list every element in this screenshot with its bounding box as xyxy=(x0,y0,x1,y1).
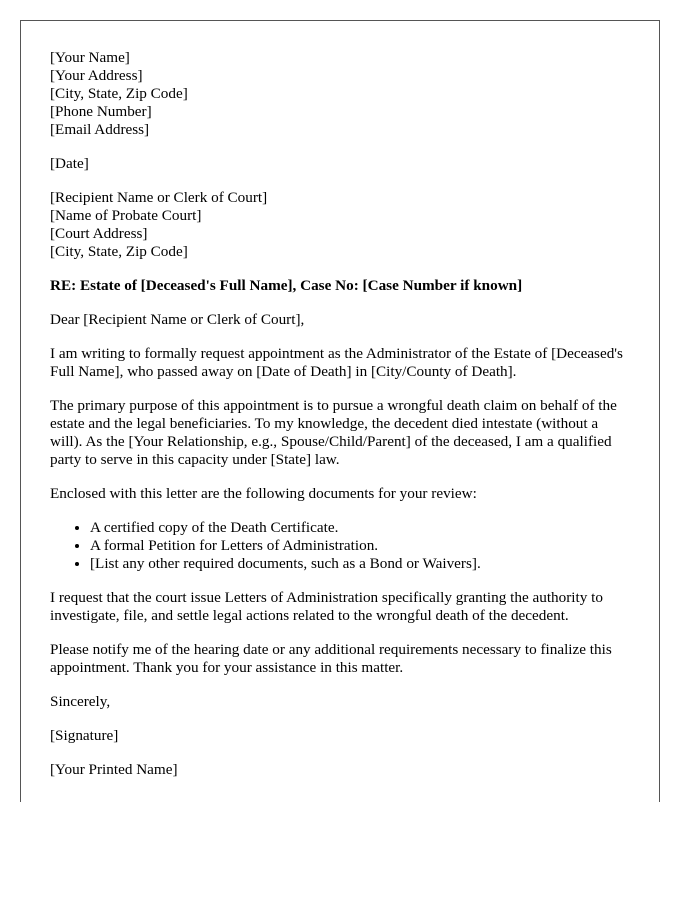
sender-block xyxy=(50,49,631,139)
paragraph-notify: Please notify me of the hearing date or any additional requirements necessary to finalize this appointment. Thank you for your assistance in this matter. xyxy=(50,641,612,676)
closing: Sincerely, xyxy=(50,693,111,710)
paragraph-request: I am writing to formally request appointment as the Administrator of the Estate of [Deceased's Full Name], who passed away on [Date of Death] in [City/County of Death]. xyxy=(50,345,623,380)
recipient-address: [Court Address] xyxy=(50,225,148,242)
sender-email: [Email Address] xyxy=(50,121,150,138)
recipient-block xyxy=(50,189,631,261)
paragraph-purpose: The primary purpose of this appointment is to pursue a wrongful death claim on behalf of the estate and the legal beneficiaries. To my knowledge, the decedent died intestate (without a will). As the [Your Relationship, e.g., Spouse/Child/Parent] of the deceased, I am a qualified party to serve in this capacity under [State] law. xyxy=(50,397,617,468)
list-item: • A formal Petition for Letters of Administration. xyxy=(90,537,631,555)
signature: [Signature] xyxy=(50,727,119,744)
enclosure-list xyxy=(50,519,631,573)
letter-page xyxy=(20,20,660,802)
salutation: Dear [Recipient Name or Clerk of Court], xyxy=(50,311,305,328)
sender-name: [Your Name] xyxy=(50,49,130,66)
recipient-court: [Name of Probate Court] xyxy=(50,207,202,224)
printed-name: [Your Printed Name] xyxy=(50,761,178,778)
sender-city-state-zip: [City, State, Zip Code] xyxy=(50,85,188,102)
sender-address: [Your Address] xyxy=(50,67,143,84)
subject-line: RE: Estate of [Deceased's Full Name], Case No: [Case Number if known] xyxy=(50,277,523,294)
recipient-name: [Recipient Name or Clerk of Court] xyxy=(50,189,268,206)
list-item: • A certified copy of the Death Certificate. xyxy=(90,519,631,537)
list-item: • [List any other required documents, such as a Bond or Waivers]. xyxy=(90,555,631,573)
recipient-city-state-zip: [City, State, Zip Code] xyxy=(50,243,188,260)
paragraph-enclosures-intro: Enclosed with this letter are the following documents for your review: xyxy=(50,485,477,502)
paragraph-court-request: I request that the court issue Letters of Administration specifically granting the authority to investigate, file, and settle legal actions related to the wrongful death of the decedent. xyxy=(50,589,603,624)
letter-date: [Date] xyxy=(50,155,89,172)
sender-phone: [Phone Number] xyxy=(50,103,152,120)
